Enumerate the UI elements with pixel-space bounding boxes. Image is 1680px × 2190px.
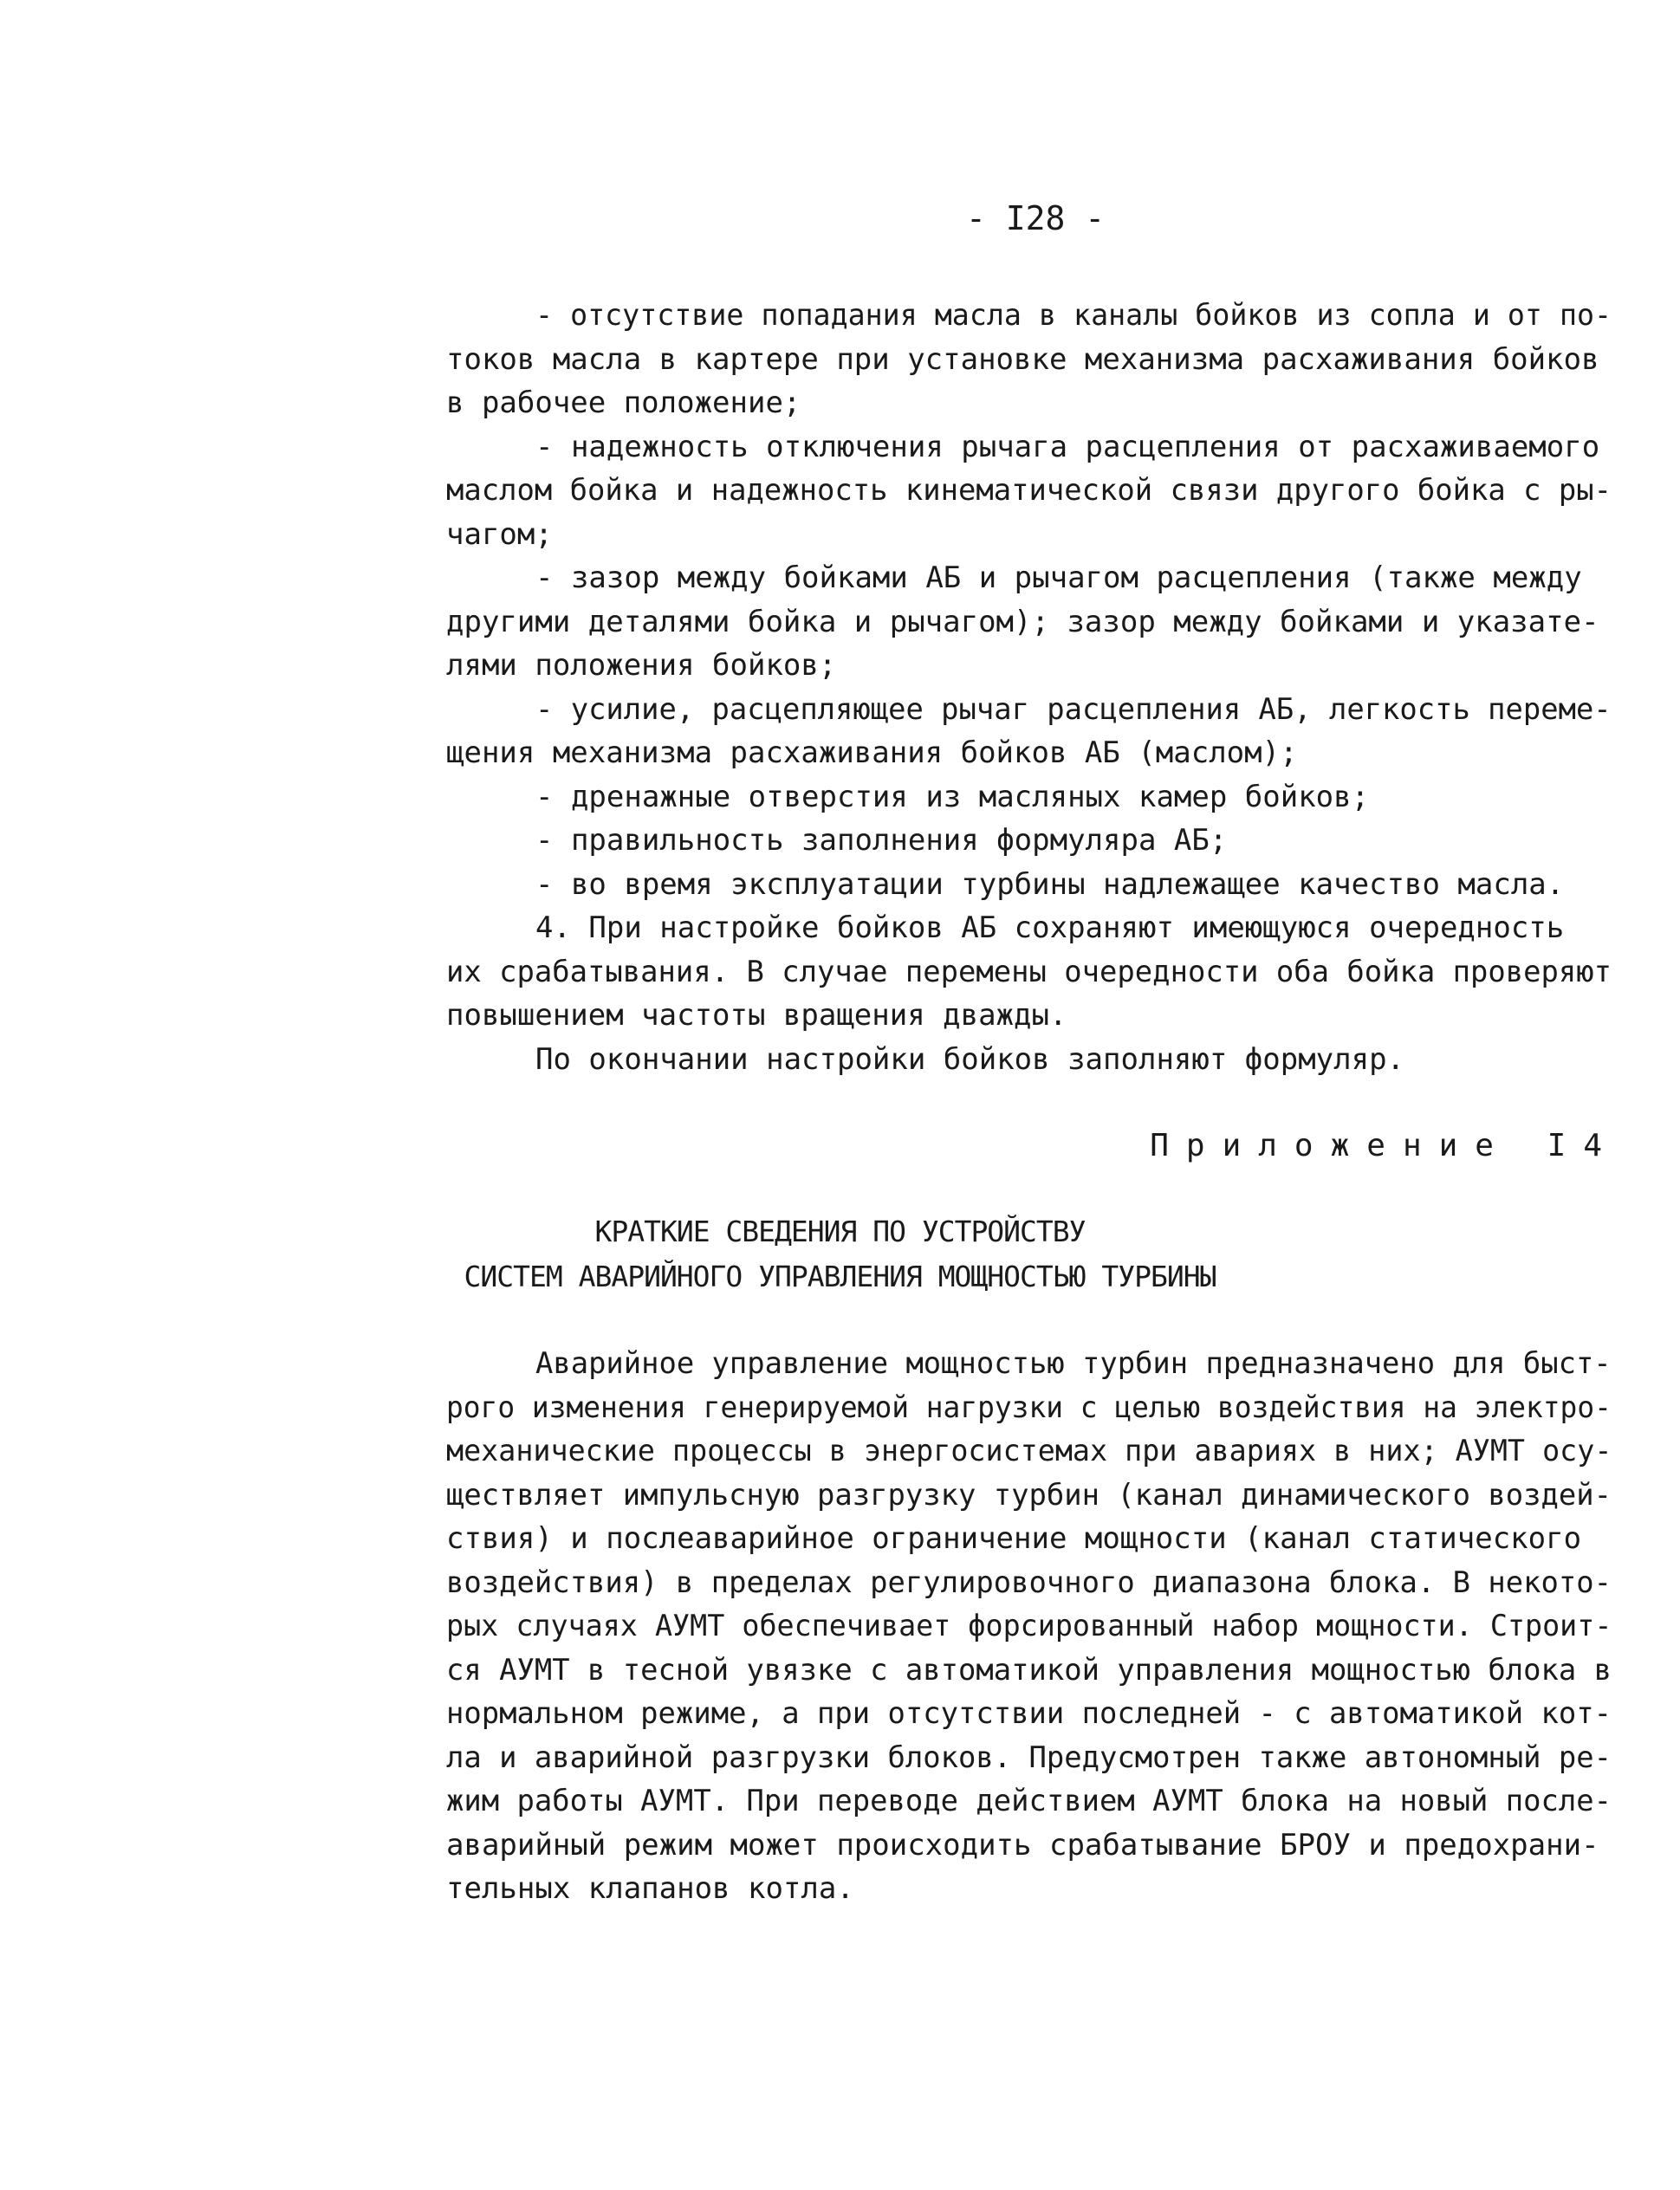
- text-line: жим работы АУМТ. При переводе действием АУМТ блока на новый после-: [446, 1784, 1612, 1818]
- text-line: повышением частоты вращения дважды.: [446, 998, 1067, 1033]
- text-line: в рабочее положение;: [446, 386, 801, 420]
- text-line: их срабатывания. В случае перемены очередности оба бойка проверяют: [446, 954, 1612, 989]
- text-line: По окончании настройки бойков заполняют формуляр.: [535, 1041, 1405, 1077]
- text-line: токов масла в картере при установке механизма расхаживания бойков: [446, 341, 1599, 377]
- text-line: - правильность заполнения формуляра АБ;: [535, 823, 1228, 858]
- text-line: 4. При настройке бойков АБ сохраняют имеющуюся очередность: [535, 910, 1565, 945]
- text-line: ствия) и послеаварийное ограничение мощности (канал статического: [446, 1521, 1582, 1556]
- text-line: - усилие, расцепляющее рычаг расцепления АБ, легкость переме-: [535, 691, 1612, 727]
- text-line: маслом бойка и надежность кинематической связи другого бойка с ры-: [446, 473, 1612, 508]
- text-line: - отсутствие попадания масла в каналы бойков из сопла и от по-: [535, 298, 1612, 333]
- text-line: аварийный режим может происходить срабатывание БРОУ и предохрани-: [446, 1827, 1599, 1863]
- appendix-label: Приложение I4: [1150, 1128, 1619, 1163]
- text-line: рых случаях АУМТ обеспечивает форсированный набор мощности. Строит-: [446, 1609, 1612, 1643]
- text-line: нормальном режиме, а при отсутствии последней - с автоматикой кот-: [446, 1696, 1612, 1731]
- text-line: тельных клапанов котла.: [446, 1871, 854, 1906]
- text-line: - во время эксплуатации турбины надлежащее качество масла.: [535, 866, 1565, 902]
- page-number: - I28 -: [966, 199, 1106, 237]
- text-line: воздействия) в пределах регулировочного диапазона блока. В некото-: [446, 1565, 1612, 1600]
- text-line: другими деталями бойка и рычагом); зазор между бойками и указате-: [446, 604, 1599, 639]
- text-line: ся АУМТ в тесной увязке с автоматикой управления мощностью блока в: [446, 1652, 1612, 1688]
- text-line: ществляет импульсную разгрузку турбин (канал динамического воздей-: [446, 1477, 1612, 1513]
- text-line: чагом;: [446, 516, 553, 552]
- text-line: ла и аварийной разгрузки блоков. Предусмотрен также автономный ре-: [446, 1740, 1612, 1775]
- section-heading-line-2: СИСТЕМ АВАРИЙНОГО УПРАВЛЕНИЯ МОЩНОСТЬЮ ТУРБИНЫ: [464, 1260, 1216, 1293]
- text-line: щения механизма расхаживания бойков АБ (маслом);: [446, 735, 1298, 770]
- text-line: - зазор между бойками АБ и рычагом расцепления (также между: [535, 560, 1582, 595]
- text-line: - надежность отключения рычага расцепления от расхаживаемого: [535, 429, 1600, 464]
- text-line: механические процессы в энергосистемах при авариях в них; АУМТ осу-: [446, 1434, 1612, 1468]
- text-line: - дренажные отверстия из масляных камер бойков;: [535, 779, 1370, 814]
- text-line: Аварийное управление мощностью турбин предназначено для быст-: [535, 1346, 1612, 1381]
- section-heading-line-1: КРАТКИЕ СВЕДЕНИЯ ПО УСТРОЙСТВУ: [594, 1215, 1086, 1248]
- text-line: рого изменения генерируемой нагрузки с целью воздействия на электро-: [446, 1390, 1612, 1425]
- text-line: лями положения бойков;: [446, 648, 837, 683]
